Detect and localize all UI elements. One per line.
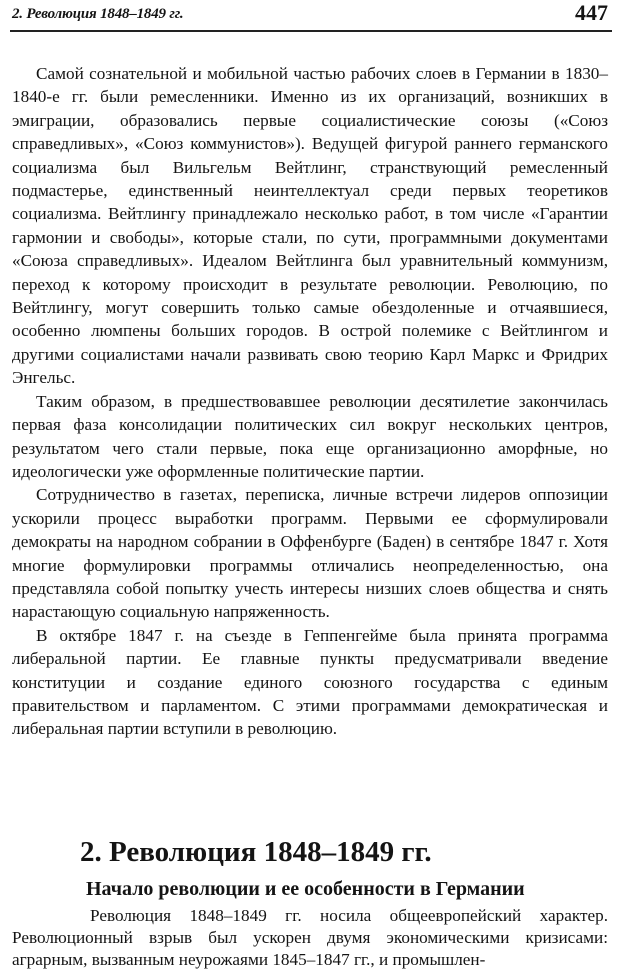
- subsection-title: Начало революции и ее особенности в Германии: [86, 878, 525, 900]
- header-rule: [10, 30, 612, 32]
- section-text: [12, 905, 608, 971]
- paragraph: Самой сознательной и мобильной частью рабочих слоев в Германии в 1830–1840-е гг. были ремесленники. Именно из их организаций, возникших в эмиграции, образовались первые социалистические союзы («Союз справедливых», «Союз коммунистов»). Ведущей фигурой раннего германского социализма был Вильгельм Вейтлинг, странствующий ремесленный подмастерье, единственный неинтеллектуал среди первых теоретиков социализма. Вейтлингу принадлежало несколько работ, в том числе «Гарантии гармонии и свободы», которые стали, по сути, программными документами «Союза справедливых». Идеалом Вейтлинга был уравнительный коммунизм, переход к которому происходит в результате революции. Революцию, по Вейтлингу, могут совершить только самые обездоленные и отчаявшиеся, особенно люмпены больших городов. В острой полемике с Вейтлингом и другими социалистами начали развивать свою теорию Карл Маркс и Фридрих Энгельс.: [12, 64, 608, 388]
- page-number: 447: [575, 0, 608, 25]
- running-head: 2. Революция 1848–1849 гг.: [12, 6, 184, 22]
- paragraph: Революция 1848–1849 гг. носила общеевропейский характер. Революционный взрыв был ускорен двумя экономическими кризисами: аграрным, вызванным неурожаями 1845–1847 гг., и промышлен-: [12, 906, 608, 969]
- paragraph: В октябре 1847 г. на съезде в Геппенгейме была принята программа либеральной партии. Ее главные пункты предусматривали введение конституции и создание единого союзного государства с единым правительством и парламентом. С этими программами демократическая и либеральная партии вступили в революцию.: [12, 625, 608, 739]
- section-title: 2. Революция 1848–1849 гг.: [80, 836, 432, 868]
- main-text: [12, 62, 608, 741]
- paragraph: Сотрудничество в газетах, переписка, личные встречи лидеров оппозиции ускорили процесс выработки программ. Первыми ее сформулировали демократы на народном собрании в Оффенбурге (Баден) в сентябре 1847 г. Хотя многие формулировки программы отличались неопределенностью, она представляла собой попытку учесть интересы низших слоев общества и снять нарастающую социальную напряженность.: [12, 485, 608, 622]
- paragraph: Таким образом, в предшествовавшее революции десятилетие закончилась первая фаза консолидации политических сил вокруг нескольких центров, результатом чего стали первые, пока еще организационно аморфные, но идеологически уже оформленные политические партии.: [12, 391, 608, 481]
